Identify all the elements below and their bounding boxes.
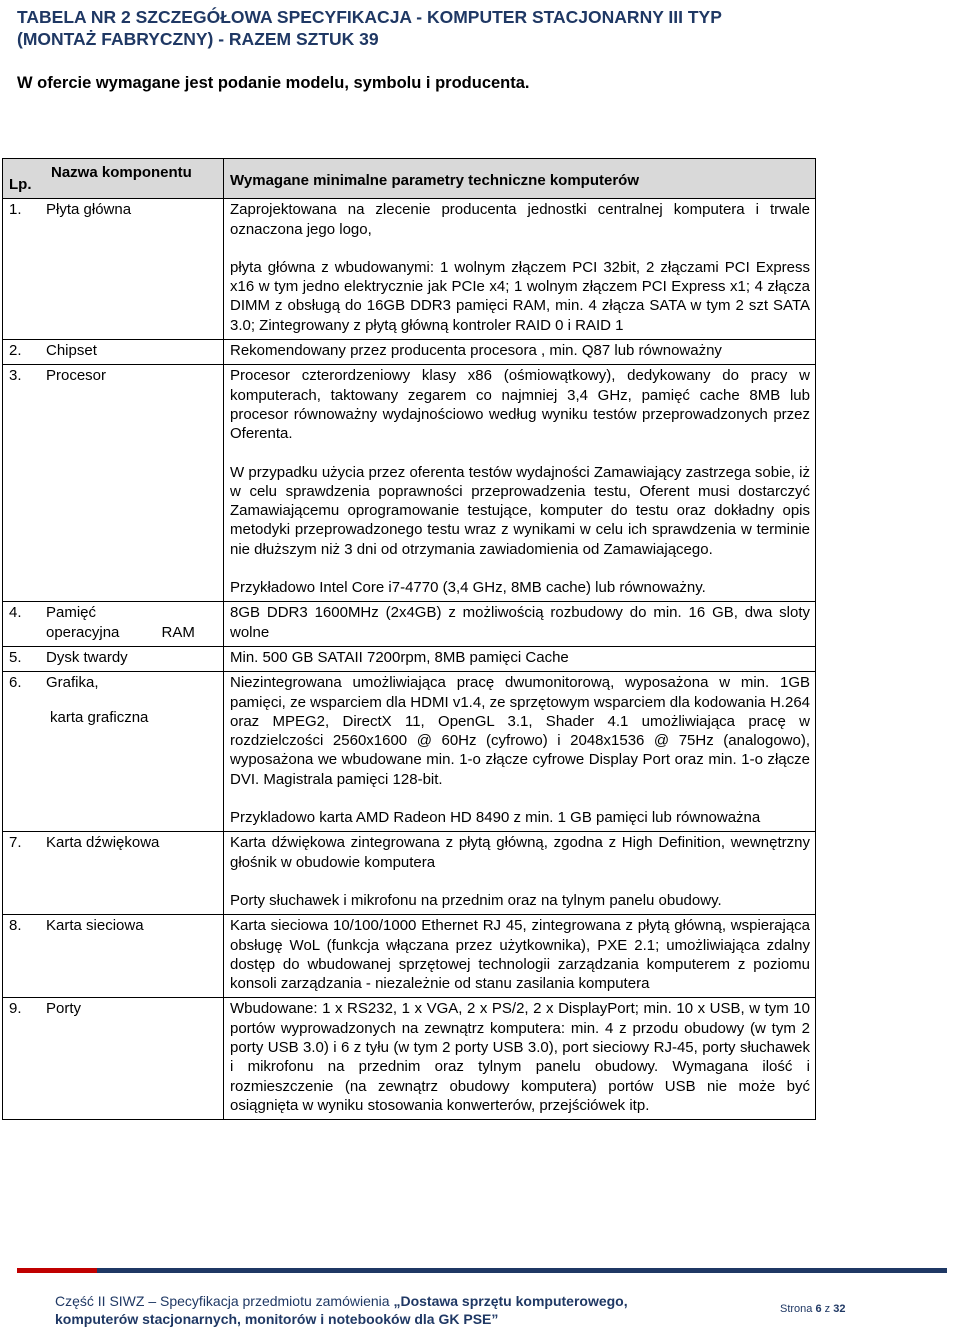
table-row <box>3 646 816 671</box>
table-row <box>3 340 816 365</box>
footer-text <box>55 1292 628 1328</box>
footer-line1-bold: „Dostawa sprzętu komputerowego, <box>393 1293 628 1309</box>
component-name-cell <box>3 998 224 1120</box>
component-name: Karta dźwiękowa <box>46 834 160 852</box>
requirement-paragraph: płyta główna z wbudowanymi: 1 wolnym złączem PCI 32bit, 2 złączami PCI Express x16 w tym jedno elektrycznie jak PCIe x4; 1 wolnym złączem PCI Express x1; 4 złącza DIMM z obsługą do 16GB DDR3 pamięci RAM, min. 4 złącza SATA w tym 2 szt SATA 3.0; Zintegrowany z płytą główną kontroler RAID 0 i RAID 1 <box>230 258 810 334</box>
table-row <box>3 672 816 832</box>
requirement-cell <box>224 365 816 602</box>
row-number: 8. <box>9 917 22 935</box>
component-name-cell <box>3 340 224 365</box>
row-number: 7. <box>9 834 22 852</box>
title-line-2: (MONTAŻ FABRYCZNY) - RAZEM SZTUK 39 <box>17 29 379 49</box>
requirement-paragraph: Procesor czterordzeniowy klasy x86 (ośmiowątkowy), dedykowany do pracy w komputerach, taktowany zegarem co najmniej 3,4 GHz, pamięć cache 8MB lub procesor równoważny wydajnościowo według wyniku testów przeprowadzonych przez Oferenta. <box>230 367 810 443</box>
component-name: Pamięć operacyjna RAM <box>46 604 195 641</box>
footer-divider <box>17 1268 947 1273</box>
component-name: Płyta główna <box>46 201 132 219</box>
row-number: 6. <box>9 674 22 692</box>
header-lp: Lp. <box>9 176 32 193</box>
component-name: Porty <box>46 1000 82 1018</box>
requirement-cell <box>224 998 816 1120</box>
requirement-cell <box>224 602 816 647</box>
requirement-paragraph: Min. 500 GB SATAII 7200rpm, 8MB pamięci Cache <box>230 648 569 666</box>
table-row <box>3 199 816 340</box>
requirement-paragraph: 8GB DDR3 1600MHz (2x4GB) z możliwością rozbudowy do min. 16 GB, dwa sloty wolne <box>230 604 810 641</box>
component-name: Dysk twardy <box>46 648 128 666</box>
row-number: 4. <box>9 604 22 622</box>
requirement-cell <box>224 832 816 915</box>
row-number: 3. <box>9 367 22 385</box>
header-params-cell <box>224 159 816 199</box>
requirement-cell <box>224 915 816 998</box>
document-title <box>17 6 917 50</box>
requirement-paragraph: Rekomendowany przez producenta procesora , min. Q87 lub równoważny <box>230 342 722 360</box>
requirement-paragraph: Przykladowo karta AMD Radeon HD 8490 z min. 1 GB pamięci lub równoważna <box>230 809 761 827</box>
footer-accent <box>17 1268 97 1273</box>
requirement-paragraph: Niezintegrowana umożliwiająca pracę dwumonitorową, wyposażona w min. 1GB pamięci, ze wsparciem dla HDMI v1.4, ze sprzętowym wsparciem dla kodowania H.264 oraz MPEG2, DirectX 11, OpenGL 3.1, Shader 4.1 umożliwiająca pracę w rozdzielczości 2560x1600 @ 60Hz (cyfrowo) i 2048x1536 @ 75Hz (analogowo), wyposażona we wbudowane min. 1-o złącze cyfrowe Display Port oraz min. 1-o złącze DVI. Magistrala pamięci 128-bit. <box>230 674 810 788</box>
requirement-paragraph: Zaprojektowana na zlecenie producenta jednostki centralnej komputera i trwale oznaczona jego logo, <box>230 201 810 238</box>
row-number: 1. <box>9 201 22 219</box>
component-name: Chipset <box>46 342 97 360</box>
table-row <box>3 915 816 998</box>
row-number: 2. <box>9 342 22 360</box>
component-name-line-2: karta graficzna <box>50 708 149 726</box>
table-header-row <box>3 159 816 199</box>
requirement-paragraph: Porty słuchawek i mikrofonu na przednim oraz na tylnym panelu obudowy. <box>230 891 722 909</box>
table-row <box>3 998 816 1120</box>
page-current: 6 <box>815 1303 822 1315</box>
component-name-cell <box>3 832 224 915</box>
component-name-cell <box>3 602 224 647</box>
table-row <box>3 602 816 647</box>
component-name-cell <box>3 915 224 998</box>
header-lp-name-cell <box>3 159 224 199</box>
requirement-paragraph: Wbudowane: 1 x RS232, 1 x VGA, 2 x PS/2, 2 x DisplayPort; min. 10 x USB, w tym 10 portów wyprowadzonych na zewnątrz komputera: min. 4 z przodu obudowy (w tym 2 porty USB 3.0) i 6 z tyłu (w tym 2 porty USB 3.0), port sieciowy RJ-45, porty słuchawek i mikrofonu na przednim oraz tylnym panelu obudowy. Wymagana ilość i rozmieszczenie (na zewnątrz obudowy komputera) portów USB nie może być osiągnięta w wyniku stosowania konwerterów, przejściówek itp. <box>230 1000 810 1114</box>
requirement-cell <box>224 340 816 365</box>
requirement-paragraph: Karta sieciowa 10/100/1000 Ethernet RJ 45, zintegrowana z płytą główną, wspierająca obsługę WoL (funkcja włączana przez użytkownika), PXE 2.1; umożliwiająca zdalny dostęp do wbudowanej sprzętowej technologii zarządzania komputerem z poziomu konsoli zarządzania - niezależnie od stanu zasilania komputera <box>230 917 810 993</box>
footer-line1-normal: Część II SIWZ – Specyfikacja przedmiotu zamówienia <box>55 1293 394 1309</box>
offer-requirement-note: W ofercie wymagane jest podanie modelu, symbolu i producenta. <box>17 74 530 92</box>
row-number: 9. <box>9 1000 22 1018</box>
requirement-cell <box>224 199 816 340</box>
requirement-paragraph: Przykładowo Intel Core i7-4770 (3,4 GHz, 8MB cache) lub równoważny. <box>230 579 706 597</box>
component-name-cell <box>3 365 224 602</box>
component-name-cell <box>3 646 224 671</box>
component-name-cell <box>3 199 224 340</box>
component-name-cell <box>3 672 224 832</box>
header-component-name: Nazwa komponentu <box>51 164 192 181</box>
component-name: Procesor <box>46 367 107 385</box>
page-total: 32 <box>833 1303 846 1315</box>
component-name: Grafika, <box>46 674 99 692</box>
header-params: Wymagane minimalne parametry techniczne komputerów <box>230 172 640 189</box>
requirement-paragraph: Karta dźwiękowa zintegrowana z płytą główną, zgodna z High Definition, wewnętrzny głośnik w obudowie komputera <box>230 834 810 871</box>
footer-line2: komputerów stacjonarnych, monitorów i notebooków dla GK PSE” <box>55 1311 499 1327</box>
title-line-1: TABELA NR 2 SZCZEGÓŁOWA SPECYFIKACJA - KOMPUTER STACJONARNY III TYP <box>17 7 722 27</box>
page-number <box>780 1303 845 1315</box>
page-word: Strona <box>780 1303 813 1315</box>
requirement-cell <box>224 672 816 832</box>
specification-table <box>2 158 816 1120</box>
row-number: 5. <box>9 648 22 666</box>
table-row <box>3 832 816 915</box>
table-row <box>3 365 816 602</box>
requirement-cell <box>224 646 816 671</box>
requirement-paragraph: W przypadku użycia przez oferenta testów wydajności Zamawiający zastrzega sobie, iż w celu sprawdzenia poprawności przeprowadzenia testu, Oferent musi dostarczyć Zamawiającemu oprogramowanie testujące, komputer do testu oraz dokładny opis metodyki przeprowadzonego testu wraz z wynikami w celu ich sprawdzenia w terminie nie dłuższym niż 3 dni od otrzymania zawiadomienia od Zamawiającego. <box>230 463 810 558</box>
page-of: z <box>824 1303 831 1315</box>
component-name: Karta sieciowa <box>46 917 144 935</box>
